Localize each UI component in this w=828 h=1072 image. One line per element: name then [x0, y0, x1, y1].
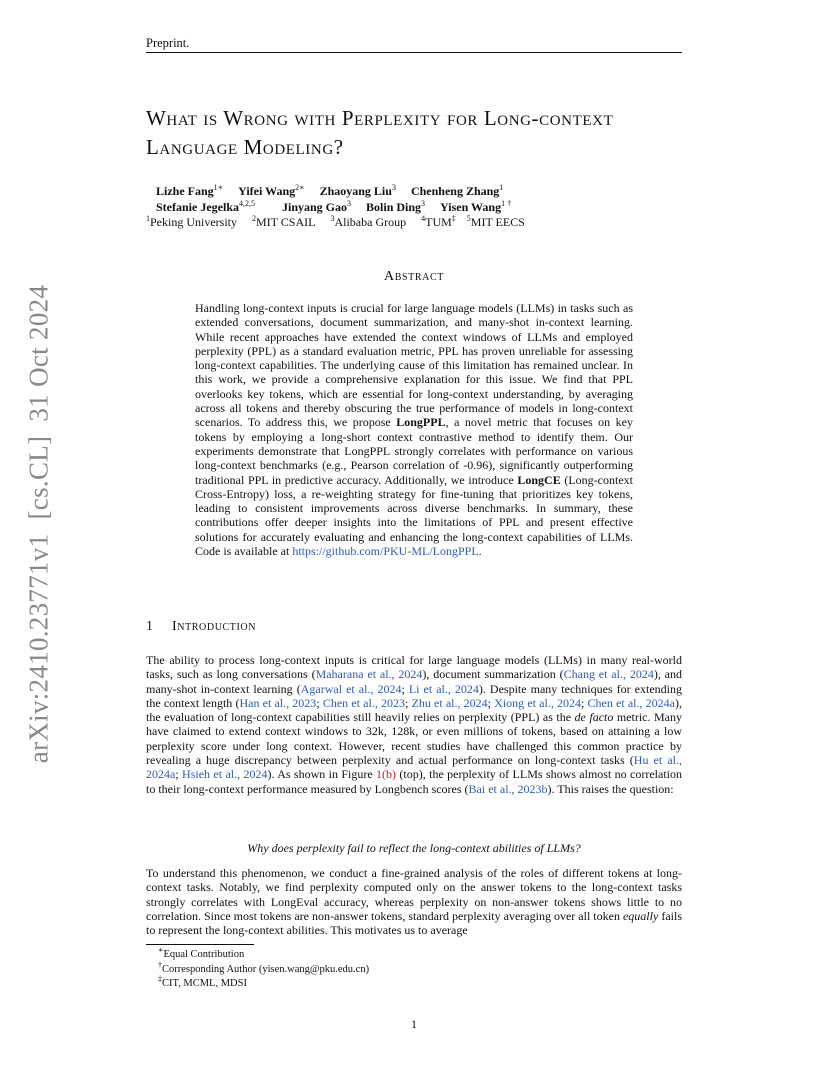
text-segment: ;: [401, 681, 409, 696]
author-sup: 3: [391, 183, 396, 192]
affil-sup: 2: [252, 214, 256, 223]
footnote-mark: ∗: [158, 945, 164, 955]
citation-link[interactable]: Maharana et al., 2024: [315, 667, 423, 682]
intro-paragraph-1: [146, 653, 682, 796]
author-name: Chenheng Zhang: [410, 184, 500, 198]
author-sup: 1: [499, 183, 504, 192]
citation-link[interactable]: Bai et al., 2023b: [468, 781, 548, 796]
citation-link[interactable]: Chen et al., 2023: [322, 695, 405, 710]
research-question: Why does perplexity fail to reflect the long-context abilities of LLMs?: [247, 841, 581, 855]
abstract-segment: , a novel metric that focuses on key tokens by employing a long-short context contrastive method to identify them. Our experiments demonstrate that LongPPL strongly correlates with performance on various long-context benchmarks (e.g., Pearson correlation of -0.96), significantly outperforming traditional PPL in predictive accuracy. Additionally, we introduce: [195, 415, 634, 487]
section-title: Introduction: [172, 619, 257, 634]
affiliation: TUM: [425, 215, 452, 229]
abstract-segment: (Long-context Cross-Entropy) loss, a re-weighting strategy for fine-tuning that prioritizes key tokens, leading to consistent improvements across diverse benchmarks. In summary, these contributions offer deeper insights into the limitations of PPL and present effective solutions for accurately evaluating and enhancing the long-context capabilities of LLMs. Code is available at: [195, 472, 633, 559]
citation-link[interactable]: Hsieh et al., 2024: [182, 767, 268, 782]
header-rule: [146, 52, 682, 53]
affil-sup: 4: [421, 214, 426, 223]
author-name: Yifei Wang: [238, 184, 296, 198]
text-segment: ;: [487, 695, 495, 710]
citation-link[interactable]: Han et al., 2023: [239, 695, 317, 710]
affil-sup: 5: [466, 214, 471, 223]
abstract-segment: .: [478, 544, 482, 559]
citation-link[interactable]: Hu et al., 2024a: [146, 753, 682, 782]
text-segment: ), document summarization (: [422, 667, 564, 682]
author-sup: 3: [347, 198, 352, 208]
author-name: Lizhe Fang: [156, 184, 214, 198]
text-segment: ;: [316, 695, 323, 710]
affil-sup: 3: [330, 214, 335, 223]
affiliation: Peking University: [150, 215, 237, 229]
section-number: 1: [146, 619, 154, 634]
text-segment: (top), the perplexity of LLMs shows almost no correlation to their long-context performance measured by Longbench scores (: [146, 767, 683, 796]
citation-link[interactable]: Zhu et al., 2024: [411, 695, 488, 710]
footnote: [158, 945, 369, 963]
emphasis: de facto: [574, 710, 614, 725]
text-segment: The ability to process long-context inputs is critical for large language models (LLMs) in many real-world tasks, such as long conversations (: [146, 653, 682, 682]
author-name: Zhaoyang Liu: [319, 184, 392, 198]
arxiv-stamp: arXiv:2410.23771v1 [cs.CL] 31 Oct 2024: [23, 284, 54, 764]
paper-title: What is Wrong with Perplexity for Long-context Language Modeling?: [146, 106, 614, 159]
author-line-1: [156, 184, 696, 200]
abstract-text: [195, 301, 633, 558]
affiliation: Alibaba Group: [334, 215, 407, 229]
footnote-text: Equal Contribution: [163, 949, 245, 960]
text-segment: metric. Many have claimed to extend context windows to 32k, 128k, or even millions of tokens, based on attaining a low perplexity score under long context. However, recent studies have challenged this common practice by revealing a huge discrepancy between perplexity and actual performance on long-context tasks (: [146, 710, 682, 768]
running-header: Preprint.: [146, 36, 190, 50]
code-url-link[interactable]: https://github.com/PKU-ML/LongPPL: [292, 544, 479, 559]
text-segment: ), the evaluation of long-context capabilities still heavily relies on perplexity (PPL) as the: [146, 695, 682, 725]
footnote-text: CIT, MCML, MDSI: [162, 978, 247, 989]
text-segment: ;: [404, 695, 412, 710]
footnotes: [158, 945, 370, 992]
text-segment: fails to represent the long-context abilities. This motivates us to average: [146, 908, 682, 938]
author-sup: 3: [421, 198, 426, 208]
citation-link[interactable]: Xiong et al., 2024: [494, 695, 581, 710]
abstract-segment: Handling long-context inputs is crucial for large language models (LLMs) in tasks such as extended conversations, document summarization, and many-shot in-context learning. While recent approaches have extended the context windows of LLMs and employed perplexity (PPL) as a standard evaluation metric, PPL has proven unreliable for assessing long-context capabilities. The underlying cause of this limitation has remained unclear. In this work, we provide a comprehensive explanation for this issue. We find that PPL overlooks key tokens, which are essential for long-context understanding, by averaging across all tokens and thereby obscuring the true performance of models in long-context scenarios. To address this, we propose: [195, 301, 633, 430]
intro-paragraph-2: [146, 866, 682, 937]
citation-link[interactable]: Li et al., 2024: [408, 681, 479, 696]
author-name: Stefanie Jegelka: [156, 199, 239, 214]
author-name: Bolin Ding: [366, 199, 422, 214]
text-segment: ), and many-shot in-context learning (: [146, 667, 683, 696]
footnote-mark: †: [158, 960, 162, 969]
affiliation: MIT CSAIL: [256, 215, 316, 229]
citation-link[interactable]: Chen et al., 2024a: [587, 695, 675, 710]
footnote: [158, 974, 369, 992]
longppl-term: LongPPL: [396, 415, 446, 430]
footnote-mark: ‡: [158, 974, 162, 984]
author-line-2: [156, 200, 696, 216]
abstract-heading: Abstract: [384, 269, 444, 284]
figure-ref-link[interactable]: 1(b): [376, 767, 397, 782]
page-number: 1: [411, 1017, 417, 1031]
author-sup: 4,2,5: [239, 198, 255, 208]
text-segment: ). As shown in Figure: [267, 767, 377, 782]
footnote: [158, 960, 370, 978]
author-name: Yisen Wang: [440, 199, 502, 214]
text-segment: ). Despite many techniques for extending the context length (: [146, 681, 682, 710]
affil-sup: 1: [146, 214, 150, 223]
citation-link[interactable]: Chang et al., 2024: [563, 667, 654, 682]
footnote-text: Corresponding Author (yisen.wang@pku.edu.cn): [162, 963, 370, 975]
text-segment: ;: [581, 695, 588, 710]
text-segment: ;: [175, 767, 183, 782]
emphasis: equally: [622, 908, 659, 923]
text-segment: ). This raises the question:: [547, 781, 674, 796]
author-sup: 1∗: [213, 183, 224, 192]
text-segment: To understand this phenomenon, we conduct a fine-grained analysis of the roles of different tokens at long-context tasks. Notably, we find perplexity computed only on the answer tokens to the long-context tasks strongly correlates with LongEval accuracy, whereas perplexity on non-answer tokens shows little to no correlation. Since most tokens are non-answer tokens, standard perplexity averaging over all token: [146, 866, 682, 923]
affiliation-line: [146, 215, 696, 231]
affil-mark: ‡: [451, 214, 456, 223]
citation-link[interactable]: Agarwal et al., 2024: [300, 681, 402, 696]
author-name: Jinyang Gao: [282, 199, 348, 214]
affiliation: MIT EECS: [470, 215, 525, 229]
author-block: [146, 183, 696, 231]
author-sup: 2∗: [295, 183, 305, 192]
author-sup: 1 †: [501, 198, 512, 208]
section-heading: [146, 619, 256, 635]
longce-term: LongCE: [517, 472, 561, 487]
